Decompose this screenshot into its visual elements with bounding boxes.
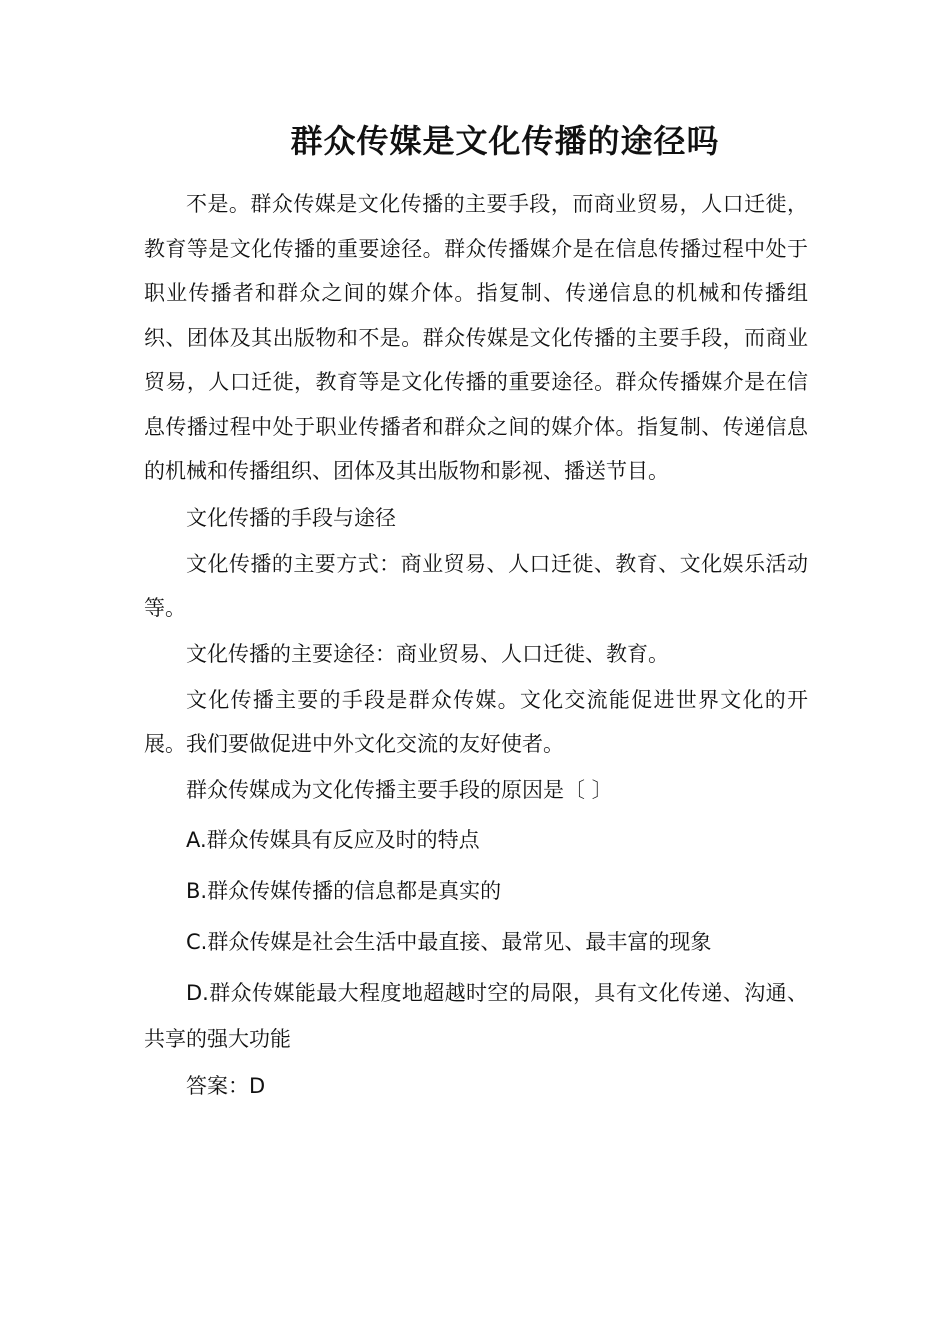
paragraph-intro: 不是。群众传媒是文化传播的主要手段，而商业贸易，人口迁徙，教育等是文化传播的重要途径。群众传播媒介是在信息传播过程中处于职业传播者和群众之间的媒介体。指复制、传递信息的机械和传播组织、团体及其出版物和不是。群众传媒是文化传播的主要手段，而商业贸易，人口迁徙，教育等是文化传播的重要途径。群众传播媒介是在信息传播过程中处于职业传播者和群众之间的媒介体。指复制、传递信息的机械和传播组织、团体及其出版物和影视、播送节目。 (144, 192, 808, 483)
option-c (144, 919, 808, 965)
paragraph-question: 群众传媒成为文化传播主要手段的原因是〔 〕 (186, 777, 613, 802)
option-c-letter: C. (186, 929, 208, 954)
paragraph-mass-media: 文化传播主要的手段是群众传媒。文化交流能促进世界文化的开展。我们要做促进中外文化交流的友好使者。 (144, 687, 808, 756)
option-a-letter: A. (186, 827, 207, 852)
paragraph-heading-means: 文化传播的手段与途径 (186, 505, 396, 530)
option-d-letter: D. (186, 980, 209, 1005)
document-body (144, 182, 808, 1108)
paragraph-main-methods: 文化传播的主要方式：商业贸易、人口迁徙、教育、文化娱乐活动等。 (144, 551, 808, 620)
option-a (144, 817, 808, 863)
option-d (144, 970, 808, 1062)
answer-label: 答案： (186, 1073, 249, 1098)
option-b-text: 群众传媒传播的信息都是真实的 (207, 878, 502, 903)
document-title: 群众传媒是文化传播的途径吗 (290, 122, 720, 160)
answer-line (144, 1064, 808, 1108)
option-b (144, 868, 808, 914)
paragraph-main-routes: 文化传播的主要途径：商业贸易、人口迁徙、教育。 (186, 641, 669, 666)
option-a-text: 群众传媒具有反应及时的特点 (206, 827, 480, 852)
answer-value: D (249, 1073, 266, 1098)
option-d-text: 群众传媒能最大程度地超越时空的局限，具有文化传递、沟通、共享的强大功能 (144, 980, 808, 1051)
option-b-letter: B. (186, 878, 208, 903)
option-c-text: 群众传媒是社会生活中最直接、最常见、最丰富的现象 (207, 929, 712, 954)
